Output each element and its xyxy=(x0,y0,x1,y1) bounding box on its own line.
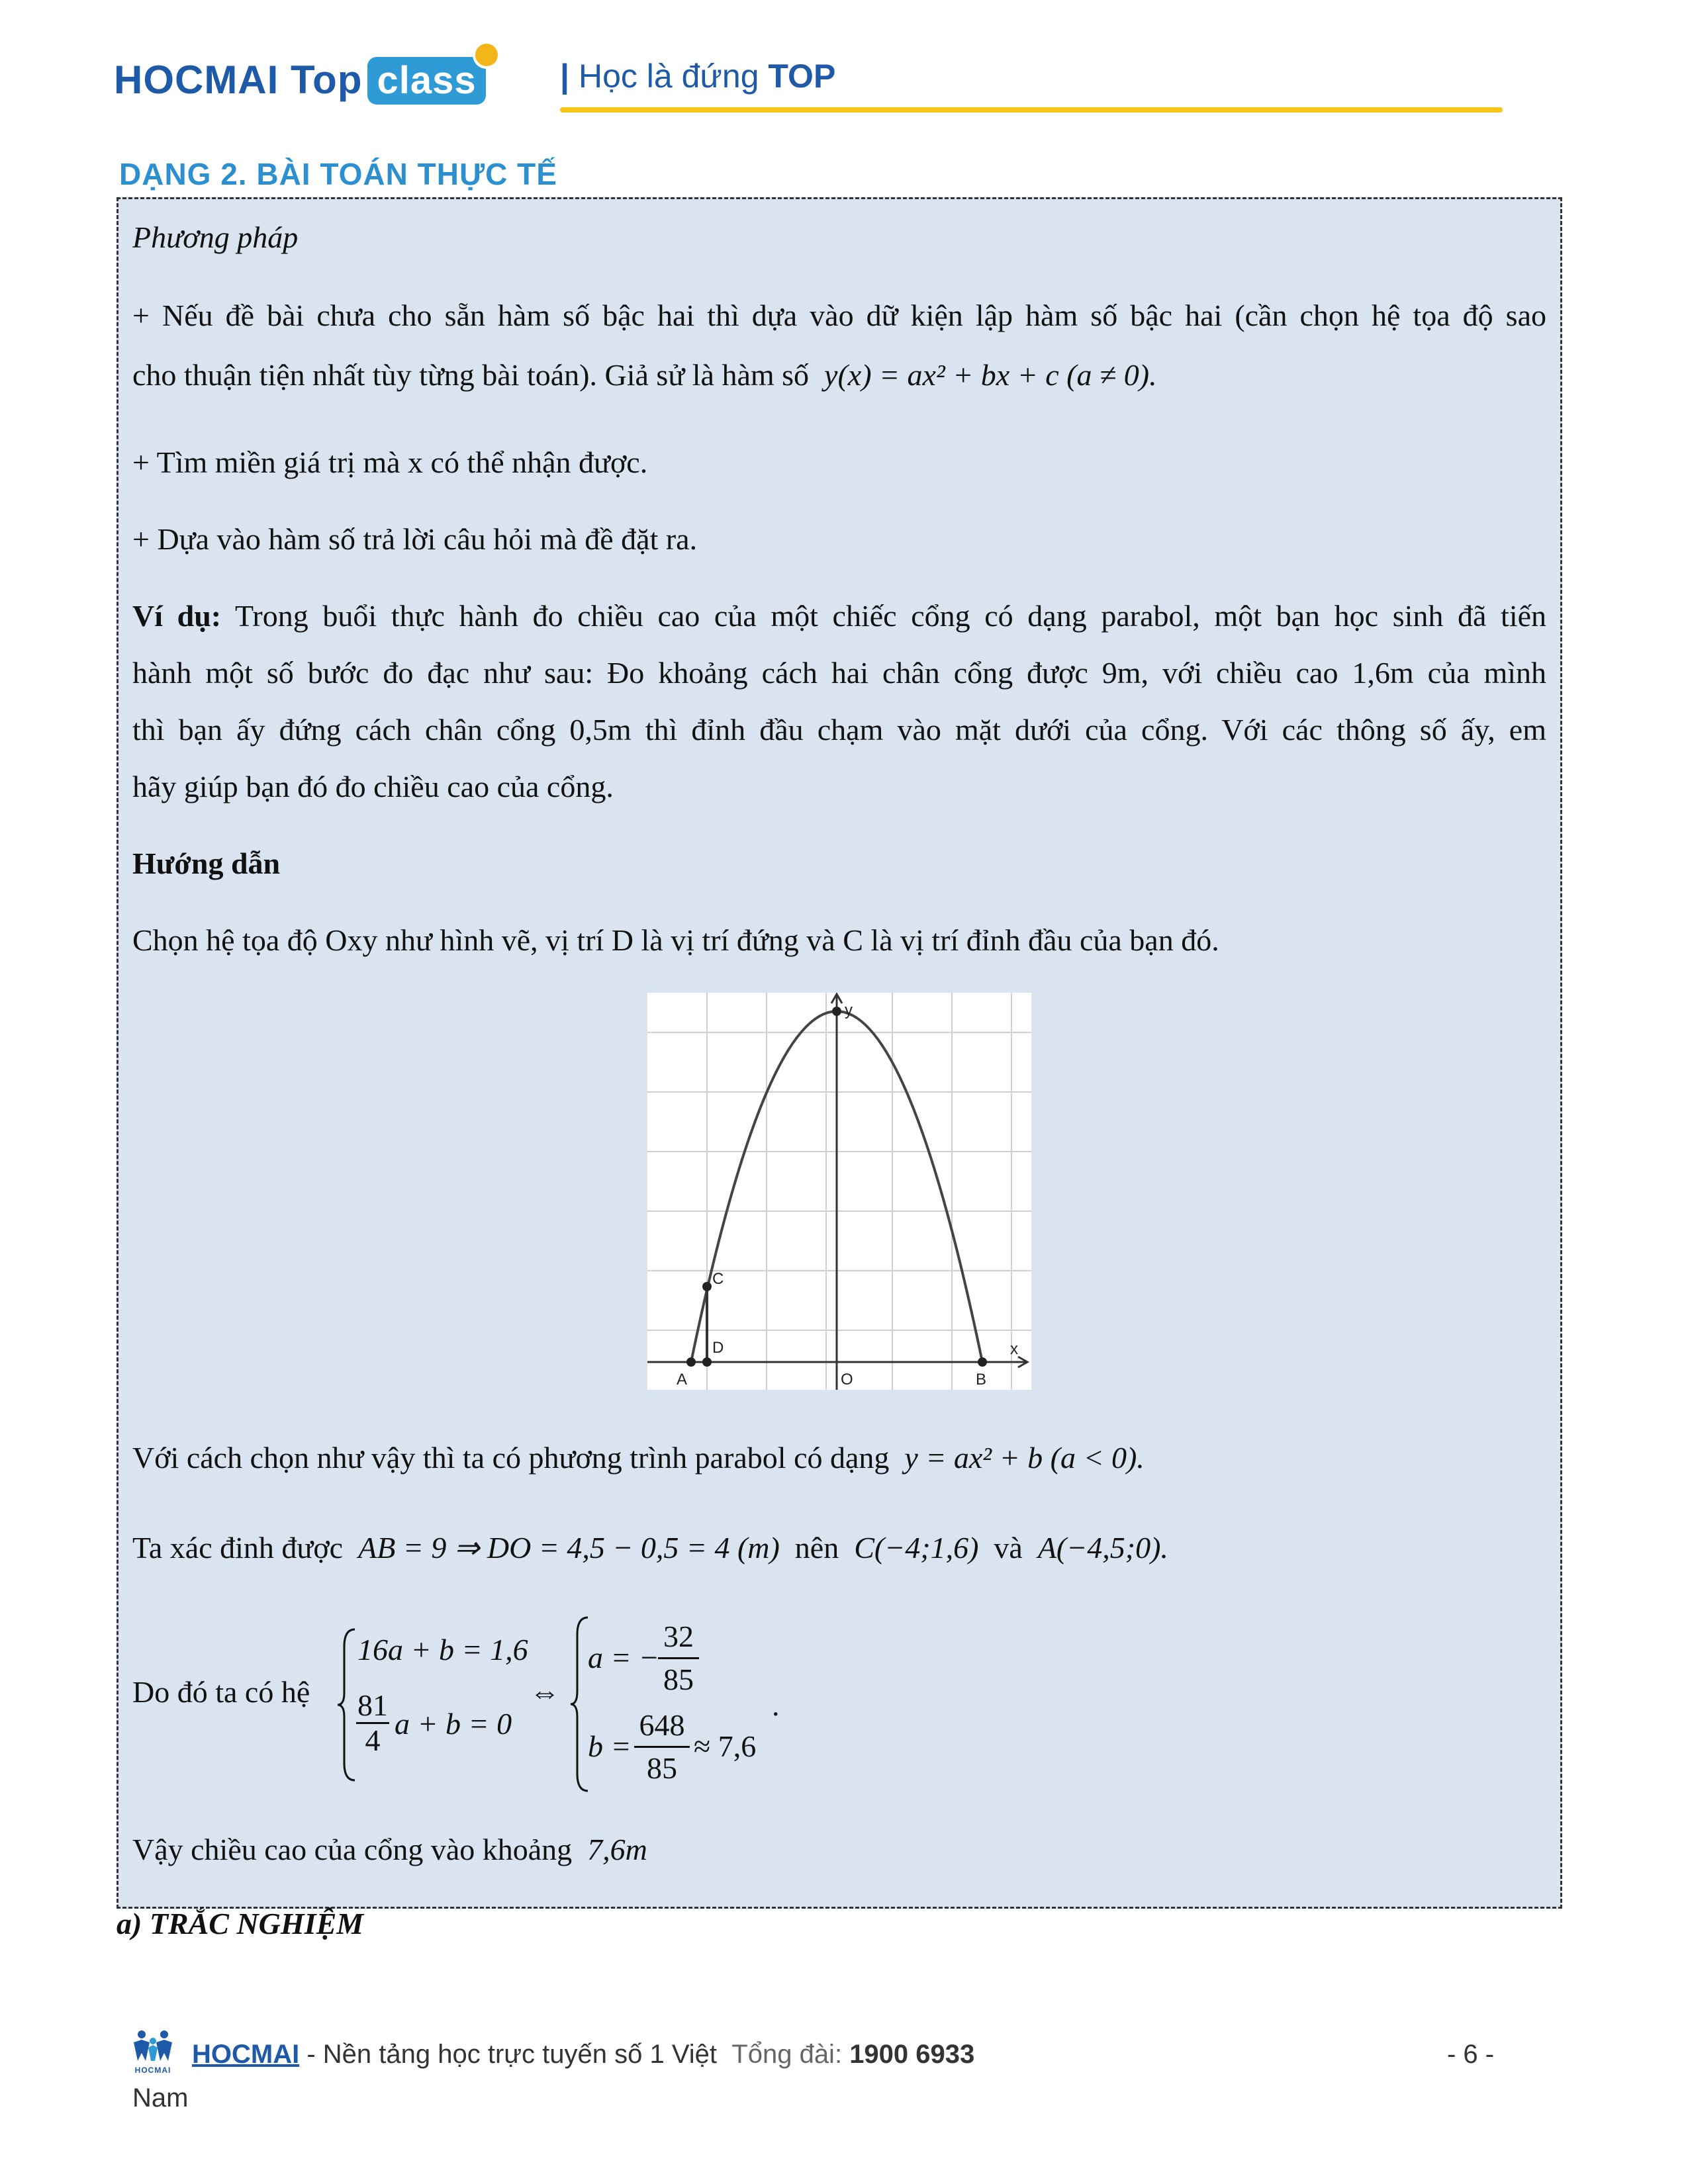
label-o: O xyxy=(841,1371,853,1388)
sol-b-num: 648 xyxy=(639,1708,685,1742)
step1-line2 xyxy=(132,347,1546,404)
conclusion-text: Vậy chiều cao của cổng vào khoảng xyxy=(132,1833,573,1866)
sol-b-right: ≈ 7,6 xyxy=(694,1729,757,1763)
header-divider xyxy=(560,107,1503,113)
label-x: x xyxy=(1010,1340,1018,1358)
label-c: C xyxy=(712,1270,724,1288)
example-line4: hãy giúp bạn đó đo chiều cao của cổng. xyxy=(132,770,614,803)
point-c xyxy=(702,1282,712,1291)
sol-b-frac xyxy=(634,1705,690,1789)
point-top xyxy=(832,1007,841,1016)
example-label: Ví dụ: xyxy=(132,599,222,633)
example-line1 xyxy=(132,588,1546,645)
step1-formula: y(x) = ax² + bx + c (a ≠ 0). xyxy=(824,358,1157,392)
footer-logo xyxy=(130,2029,176,2075)
conclusion-value: 7,6m xyxy=(587,1833,647,1866)
sol-b-den: 85 xyxy=(634,1746,690,1789)
sys-frac xyxy=(356,1689,389,1757)
parabola-graph xyxy=(647,993,1031,1390)
determine-mid: nên xyxy=(794,1531,839,1565)
determine-line xyxy=(132,1520,1546,1576)
label-a: A xyxy=(677,1371,688,1388)
section-title: DẠNG 2. BÀI TOÁN THỰC TẾ xyxy=(119,157,557,191)
sys-frac-num: 81 xyxy=(357,1688,388,1722)
brand-top: Top xyxy=(290,58,363,102)
slogan-bar: | xyxy=(560,58,569,95)
label-b: B xyxy=(976,1371,987,1388)
footer-line xyxy=(192,2040,974,2070)
parabola-text: Với cách chọn như vậy thì ta có phương trình parabol có dạng xyxy=(132,1441,890,1475)
guide-title: Hướng dẫn xyxy=(132,846,281,880)
determine-formula-3: A(−4,5;0). xyxy=(1037,1531,1168,1565)
sys-eq2-rest: a + b = 0 xyxy=(395,1707,512,1741)
guide-text: Chọn hệ tọa độ Oxy như hình vẽ, vị trí D là vị trí đứng và C là vị trí đỉnh đầu của bạn đó. xyxy=(132,923,1219,957)
system-text: Do đó ta có hệ xyxy=(132,1675,310,1709)
footer-hotline: 1900 6933 xyxy=(849,2040,975,2069)
conclusion-line xyxy=(132,1821,1546,1878)
sol-a-den: 85 xyxy=(658,1657,699,1700)
label-d: D xyxy=(712,1339,724,1357)
step2: + Tìm miền giá trị mà x có thể nhận được. xyxy=(132,445,648,479)
determine-text: Ta xác đinh được xyxy=(132,1531,344,1565)
method-title: Phương pháp xyxy=(132,220,299,254)
point-b xyxy=(978,1357,987,1367)
determine-formula-2: C(−4;1,6) xyxy=(854,1531,979,1565)
step1-line1: + Nếu đề bài chưa cho sẵn hàm số bậc hai thì dựa vào dữ kiện lập hàm số bậc hai (cần chọn hệ tọa độ sao xyxy=(132,298,1546,332)
sys-dot: . xyxy=(772,1688,780,1722)
example-line2: hành một số bước đo đạc như sau: Đo khoảng cách hai chân cổng được 9m, với chiều cao 1,6m của mình xyxy=(132,656,1546,690)
brand-class: class xyxy=(377,59,477,102)
sys-eq1: 16a + b = 1,6 xyxy=(357,1633,528,1666)
brand-logo xyxy=(114,57,486,105)
people-icon xyxy=(130,2029,176,2062)
determine-and: và xyxy=(994,1531,1023,1565)
footer-text: - Nền tảng học trực tuyến số 1 Việt xyxy=(299,2040,718,2069)
example-line1-text: Trong buổi thực hành đo chiều cao của một chiếc cổng có dạng parabol, một bạn học sinh đã tiến xyxy=(234,599,1547,633)
equiv-symbol: ⇔ xyxy=(530,1675,560,1709)
parabola-line xyxy=(132,1430,1546,1486)
point-a xyxy=(686,1357,696,1367)
footer-logo-text: HOCMAI xyxy=(134,2066,171,2075)
sol-a-left: a = − xyxy=(588,1641,660,1674)
sol-a-frac xyxy=(658,1616,699,1700)
footer-link[interactable]: HOCMAI xyxy=(192,2040,300,2069)
determine-formula-1: AB = 9 ⇒ DO = 4,5 − 0,5 = 4 (m) xyxy=(358,1531,780,1565)
label-y: y xyxy=(845,1001,853,1019)
star-icon xyxy=(473,41,500,69)
subsection-title: a) TRẮC NGHIỆM xyxy=(117,1907,364,1940)
graph-grid xyxy=(647,993,1031,1390)
example-line3: thì bạn ấy đứng cách chân cổng 0,5m thì đỉnh đầu chạm vào mặt dưới của cổng. Với các thông số ấy, em xyxy=(132,713,1546,747)
sol-b-left: b = xyxy=(588,1729,632,1763)
slogan xyxy=(560,57,835,95)
slogan-text: Học là đứng xyxy=(579,58,759,95)
page-number: - 6 - xyxy=(1447,2040,1495,2069)
step1-line2-text: cho thuận tiện nhất tùy từng bài toán). Giả sử là hàm số xyxy=(132,358,810,392)
left-brace-1 xyxy=(335,1627,359,1783)
step3: + Dựa vào hàm số trả lời câu hỏi mà đề đặt ra. xyxy=(132,522,698,556)
slogan-bold: TOP xyxy=(768,58,836,95)
sys-frac-den: 4 xyxy=(356,1722,389,1757)
parabola-formula: y = ax² + b (a < 0). xyxy=(904,1441,1145,1475)
footer-wrap: Nam xyxy=(132,2083,189,2113)
point-d xyxy=(702,1357,712,1367)
sol-a-num: 32 xyxy=(663,1619,694,1653)
brand-main: HOCMAI xyxy=(114,58,279,102)
footer-hotline-label: Tổng đài: xyxy=(731,2040,843,2069)
brand-class-badge xyxy=(367,57,485,105)
